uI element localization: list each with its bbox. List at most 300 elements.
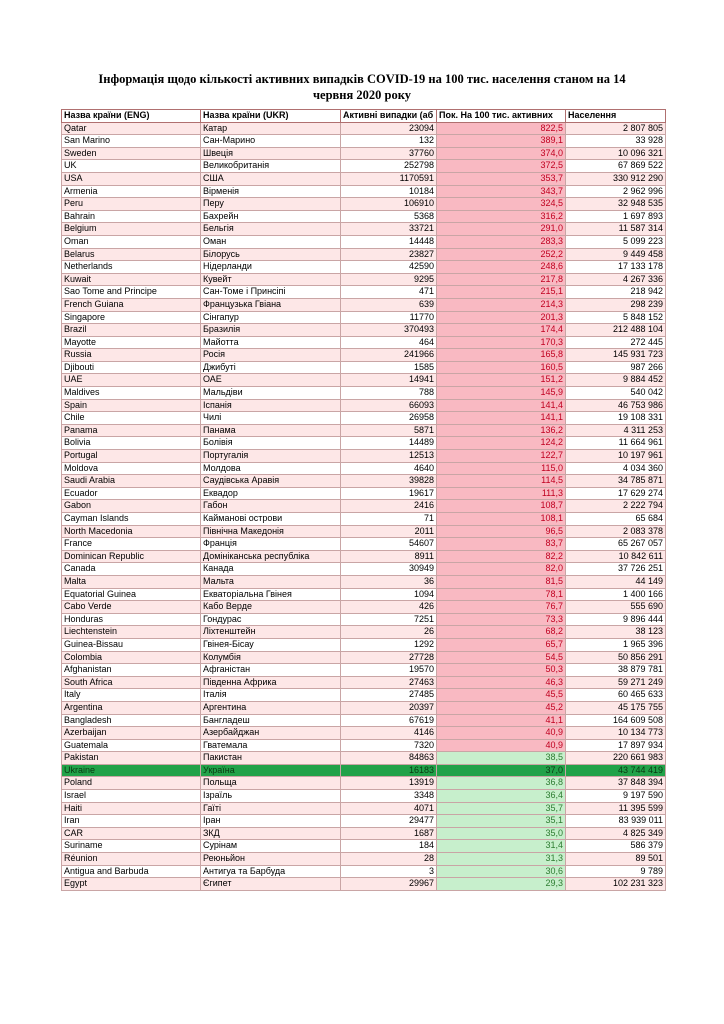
cell-active-cases: 184 — [341, 840, 437, 853]
table-row — [62, 487, 666, 500]
cell-population: 19 108 331 — [566, 412, 666, 425]
cell-country-eng: Kuwait — [62, 273, 201, 286]
cell-country-ukr: Реюньйон — [201, 853, 341, 866]
cell-country-ukr: Франція — [201, 538, 341, 551]
cell-rate-per-100k: 124,2 — [437, 437, 566, 450]
cell-rate-per-100k: 374,0 — [437, 147, 566, 160]
cell-rate-per-100k: 114,5 — [437, 475, 566, 488]
cell-active-cases: 26 — [341, 626, 437, 639]
cell-country-ukr: Афганістан — [201, 664, 341, 677]
cell-country-eng: Guinea-Bissau — [62, 638, 201, 651]
cell-rate-per-100k: 30,6 — [437, 865, 566, 878]
cell-country-eng: Suriname — [62, 840, 201, 853]
cell-country-ukr: Чилі — [201, 412, 341, 425]
table-row — [62, 513, 666, 526]
cell-country-ukr: Іран — [201, 815, 341, 828]
cell-rate-per-100k: 35,7 — [437, 802, 566, 815]
table-row — [62, 638, 666, 651]
table-row — [62, 588, 666, 601]
table-row — [62, 261, 666, 274]
cell-country-ukr: Перу — [201, 198, 341, 211]
cell-active-cases: 1585 — [341, 361, 437, 374]
cell-country-eng: Ecuador — [62, 487, 201, 500]
table-row — [62, 701, 666, 714]
cell-active-cases: 1170591 — [341, 172, 437, 185]
cell-country-eng: Israel — [62, 790, 201, 803]
header-active-cases: Активні випадки (аб — [341, 110, 437, 123]
cell-country-ukr: Мальта — [201, 575, 341, 588]
cell-country-eng: USA — [62, 172, 201, 185]
cell-country-ukr: Іспанія — [201, 399, 341, 412]
cell-rate-per-100k: 201,3 — [437, 311, 566, 324]
header-row — [62, 110, 666, 123]
cell-country-eng: Cayman Islands — [62, 513, 201, 526]
cell-country-ukr: Росія — [201, 349, 341, 362]
cell-country-eng: South Africa — [62, 676, 201, 689]
cell-country-eng: Bolivia — [62, 437, 201, 450]
table-row — [62, 235, 666, 248]
table-row — [62, 714, 666, 727]
table-row — [62, 324, 666, 337]
cell-country-ukr: Швеція — [201, 147, 341, 160]
cell-country-ukr: Аргентина — [201, 701, 341, 714]
table-row — [62, 349, 666, 362]
cell-population: 34 785 871 — [566, 475, 666, 488]
cell-active-cases: 13919 — [341, 777, 437, 790]
cell-active-cases: 8911 — [341, 550, 437, 563]
cell-rate-per-100k: 115,0 — [437, 462, 566, 475]
table-row — [62, 815, 666, 828]
table-row — [62, 475, 666, 488]
table-row — [62, 613, 666, 626]
cell-rate-per-100k: 353,7 — [437, 172, 566, 185]
cell-active-cases: 9295 — [341, 273, 437, 286]
cell-country-ukr: Польща — [201, 777, 341, 790]
cell-population: 9 449 458 — [566, 248, 666, 261]
cell-active-cases: 106910 — [341, 198, 437, 211]
cell-active-cases: 639 — [341, 298, 437, 311]
title-line-1: Інформація щодо кількості активних випадків COVID-19 на 100 тис. населення станом на 14 — [98, 72, 626, 86]
cell-population: 4 311 253 — [566, 424, 666, 437]
table-row — [62, 739, 666, 752]
cell-country-eng: Armenia — [62, 185, 201, 198]
table-row — [62, 550, 666, 563]
cell-country-eng: Liechtenstein — [62, 626, 201, 639]
table-row — [62, 210, 666, 223]
table-row — [62, 462, 666, 475]
table-row — [62, 450, 666, 463]
cell-rate-per-100k: 46,3 — [437, 676, 566, 689]
cell-country-eng: French Guiana — [62, 298, 201, 311]
cell-rate-per-100k: 45,5 — [437, 689, 566, 702]
cell-country-eng: Poland — [62, 777, 201, 790]
cell-active-cases: 2011 — [341, 525, 437, 538]
cell-active-cases: 20397 — [341, 701, 437, 714]
cell-population: 65 684 — [566, 513, 666, 526]
cell-population: 83 939 011 — [566, 815, 666, 828]
cell-population: 4 034 360 — [566, 462, 666, 475]
cell-country-eng: San Marino — [62, 135, 201, 148]
title-line-2: червня 2020 року — [313, 88, 411, 102]
cell-country-ukr: Болівія — [201, 437, 341, 450]
cell-rate-per-100k: 141,1 — [437, 412, 566, 425]
cell-population: 37 726 251 — [566, 563, 666, 576]
table-row — [62, 727, 666, 740]
cell-population: 59 271 249 — [566, 676, 666, 689]
table-row — [62, 626, 666, 639]
cell-country-eng: Belarus — [62, 248, 201, 261]
cell-country-ukr: Гвінея-Бісау — [201, 638, 341, 651]
cell-active-cases: 1292 — [341, 638, 437, 651]
cell-active-cases: 370493 — [341, 324, 437, 337]
cell-country-ukr: Сурінам — [201, 840, 341, 853]
cell-rate-per-100k: 36,4 — [437, 790, 566, 803]
cell-rate-per-100k: 214,3 — [437, 298, 566, 311]
cell-active-cases: 23094 — [341, 122, 437, 135]
table-row — [62, 412, 666, 425]
table-row — [62, 286, 666, 299]
cell-active-cases: 28 — [341, 853, 437, 866]
cell-active-cases: 27728 — [341, 651, 437, 664]
cell-country-ukr: Північна Македонія — [201, 525, 341, 538]
cell-active-cases: 2416 — [341, 500, 437, 513]
cell-population: 1 965 396 — [566, 638, 666, 651]
cell-rate-per-100k: 96,5 — [437, 525, 566, 538]
table-row — [62, 676, 666, 689]
cell-population: 89 501 — [566, 853, 666, 866]
cell-population: 46 753 986 — [566, 399, 666, 412]
cell-country-eng: Mayotte — [62, 336, 201, 349]
cell-active-cases: 12513 — [341, 450, 437, 463]
cell-rate-per-100k: 40,9 — [437, 739, 566, 752]
cell-country-ukr: Україна — [201, 764, 341, 777]
cell-country-eng: Spain — [62, 399, 201, 412]
cell-population: 4 825 349 — [566, 827, 666, 840]
cell-country-ukr: Катар — [201, 122, 341, 135]
cell-population: 102 231 323 — [566, 878, 666, 891]
cell-population: 45 175 755 — [566, 701, 666, 714]
table-row — [62, 752, 666, 765]
cell-country-eng: CAR — [62, 827, 201, 840]
cell-rate-per-100k: 160,5 — [437, 361, 566, 374]
cell-active-cases: 1094 — [341, 588, 437, 601]
cell-rate-per-100k: 35,0 — [437, 827, 566, 840]
cell-country-ukr: Бразилія — [201, 324, 341, 337]
cell-rate-per-100k: 73,3 — [437, 613, 566, 626]
cell-country-ukr: Єгипет — [201, 878, 341, 891]
table-row — [62, 664, 666, 677]
cell-active-cases: 27485 — [341, 689, 437, 702]
cell-country-eng: Saudi Arabia — [62, 475, 201, 488]
cell-country-ukr: Французька Гвіана — [201, 298, 341, 311]
cell-active-cases: 42590 — [341, 261, 437, 274]
cell-population: 555 690 — [566, 601, 666, 614]
cell-active-cases: 33721 — [341, 223, 437, 236]
cell-active-cases: 788 — [341, 387, 437, 400]
table-row — [62, 827, 666, 840]
cell-population: 38 879 781 — [566, 664, 666, 677]
cell-active-cases: 36 — [341, 575, 437, 588]
cell-population: 10 842 611 — [566, 550, 666, 563]
cell-country-ukr: Нідерланди — [201, 261, 341, 274]
table-row — [62, 790, 666, 803]
cell-active-cases: 7251 — [341, 613, 437, 626]
cell-country-ukr: Бельгія — [201, 223, 341, 236]
cell-active-cases: 23827 — [341, 248, 437, 261]
cell-country-eng: Pakistan — [62, 752, 201, 765]
cell-country-eng: Iran — [62, 815, 201, 828]
cell-country-eng: Egypt — [62, 878, 201, 891]
cell-rate-per-100k: 291,0 — [437, 223, 566, 236]
cell-country-ukr: Південна Африка — [201, 676, 341, 689]
cell-active-cases: 252798 — [341, 160, 437, 173]
cell-country-eng: France — [62, 538, 201, 551]
cell-country-eng: Sweden — [62, 147, 201, 160]
table-row — [62, 878, 666, 891]
cell-population: 9 197 590 — [566, 790, 666, 803]
table-row — [62, 122, 666, 135]
cell-rate-per-100k: 372,5 — [437, 160, 566, 173]
cell-country-eng: Equatorial Guinea — [62, 588, 201, 601]
cell-country-ukr: Оман — [201, 235, 341, 248]
cell-rate-per-100k: 65,7 — [437, 638, 566, 651]
table-row — [62, 601, 666, 614]
table-row — [62, 298, 666, 311]
table-row — [62, 865, 666, 878]
cell-country-ukr: Колумбія — [201, 651, 341, 664]
cell-population: 540 042 — [566, 387, 666, 400]
cell-country-ukr: Вірменія — [201, 185, 341, 198]
cell-country-ukr: Азербайджан — [201, 727, 341, 740]
cell-active-cases: 37760 — [341, 147, 437, 160]
table-row — [62, 563, 666, 576]
cell-population: 586 379 — [566, 840, 666, 853]
cell-rate-per-100k: 343,7 — [437, 185, 566, 198]
cell-country-ukr: Джибуті — [201, 361, 341, 374]
cell-population: 43 744 419 — [566, 764, 666, 777]
cell-rate-per-100k: 82,0 — [437, 563, 566, 576]
cell-rate-per-100k: 111,3 — [437, 487, 566, 500]
table-row — [62, 689, 666, 702]
cell-country-ukr: ОАЕ — [201, 374, 341, 387]
cell-rate-per-100k: 38,5 — [437, 752, 566, 765]
cell-active-cases: 29967 — [341, 878, 437, 891]
cell-country-eng: Gabon — [62, 500, 201, 513]
cell-population: 38 123 — [566, 626, 666, 639]
cell-country-eng: Réunion — [62, 853, 201, 866]
table-row — [62, 840, 666, 853]
cell-rate-per-100k: 41,1 — [437, 714, 566, 727]
table-row — [62, 802, 666, 815]
cell-country-ukr: Португалія — [201, 450, 341, 463]
table-row — [62, 399, 666, 412]
cell-active-cases: 241966 — [341, 349, 437, 362]
cell-population: 4 267 336 — [566, 273, 666, 286]
cell-country-eng: UK — [62, 160, 201, 173]
cell-country-ukr: Гаїті — [201, 802, 341, 815]
cell-rate-per-100k: 108,7 — [437, 500, 566, 513]
page-title — [60, 71, 664, 103]
cell-country-eng: Moldova — [62, 462, 201, 475]
cell-population: 33 928 — [566, 135, 666, 148]
cell-population: 67 869 522 — [566, 160, 666, 173]
table-row — [62, 387, 666, 400]
table-row — [62, 575, 666, 588]
cell-country-ukr: Антигуа та Барбуда — [201, 865, 341, 878]
cell-country-eng: Afghanistan — [62, 664, 201, 677]
cell-country-eng: Belgium — [62, 223, 201, 236]
cell-country-ukr: Кайманові острови — [201, 513, 341, 526]
cell-rate-per-100k: 81,5 — [437, 575, 566, 588]
cell-rate-per-100k: 54,5 — [437, 651, 566, 664]
covid-table — [61, 109, 666, 891]
cell-country-ukr: Канада — [201, 563, 341, 576]
cell-country-eng: Colombia — [62, 651, 201, 664]
cell-active-cases: 29477 — [341, 815, 437, 828]
cell-country-eng: Canada — [62, 563, 201, 576]
cell-active-cases: 84863 — [341, 752, 437, 765]
cell-population: 60 465 633 — [566, 689, 666, 702]
cell-country-eng: Argentina — [62, 701, 201, 714]
table-row — [62, 437, 666, 450]
cell-country-ukr: Гондурас — [201, 613, 341, 626]
cell-country-ukr: ЗКД — [201, 827, 341, 840]
cell-country-eng: Sao Tome and Principe — [62, 286, 201, 299]
cell-rate-per-100k: 248,6 — [437, 261, 566, 274]
cell-active-cases: 3 — [341, 865, 437, 878]
cell-population: 10 096 321 — [566, 147, 666, 160]
table-row — [62, 500, 666, 513]
cell-rate-per-100k: 36,8 — [437, 777, 566, 790]
cell-country-eng: Bahrain — [62, 210, 201, 223]
cell-active-cases: 426 — [341, 601, 437, 614]
cell-population: 10 134 773 — [566, 727, 666, 740]
cell-country-ukr: Майотта — [201, 336, 341, 349]
cell-population: 987 266 — [566, 361, 666, 374]
cell-active-cases: 16183 — [341, 764, 437, 777]
cell-population: 298 239 — [566, 298, 666, 311]
cell-rate-per-100k: 76,7 — [437, 601, 566, 614]
cell-population: 11 664 961 — [566, 437, 666, 450]
cell-active-cases: 30949 — [341, 563, 437, 576]
cell-country-ukr: Габон — [201, 500, 341, 513]
cell-rate-per-100k: 50,3 — [437, 664, 566, 677]
cell-population: 32 948 535 — [566, 198, 666, 211]
cell-active-cases: 14448 — [341, 235, 437, 248]
cell-rate-per-100k: 45,2 — [437, 701, 566, 714]
cell-population: 44 149 — [566, 575, 666, 588]
cell-population: 17 629 274 — [566, 487, 666, 500]
table-body — [62, 122, 666, 890]
cell-country-eng: Brazil — [62, 324, 201, 337]
cell-rate-per-100k: 822,5 — [437, 122, 566, 135]
cell-rate-per-100k: 82,2 — [437, 550, 566, 563]
cell-rate-per-100k: 165,8 — [437, 349, 566, 362]
cell-country-eng: Guatemala — [62, 739, 201, 752]
cell-rate-per-100k: 40,9 — [437, 727, 566, 740]
table-row — [62, 651, 666, 664]
cell-population: 218 942 — [566, 286, 666, 299]
cell-rate-per-100k: 145,9 — [437, 387, 566, 400]
table-row — [62, 198, 666, 211]
table-row — [62, 361, 666, 374]
cell-country-ukr: Гватемала — [201, 739, 341, 752]
cell-country-eng: Malta — [62, 575, 201, 588]
cell-population: 2 807 805 — [566, 122, 666, 135]
cell-population: 272 445 — [566, 336, 666, 349]
cell-population: 5 099 223 — [566, 235, 666, 248]
cell-country-eng: Azerbaijan — [62, 727, 201, 740]
cell-rate-per-100k: 29,3 — [437, 878, 566, 891]
cell-rate-per-100k: 35,1 — [437, 815, 566, 828]
cell-country-eng: Portugal — [62, 450, 201, 463]
cell-rate-per-100k: 68,2 — [437, 626, 566, 639]
cell-rate-per-100k: 252,2 — [437, 248, 566, 261]
table-row — [62, 853, 666, 866]
cell-population: 2 222 794 — [566, 500, 666, 513]
cell-population: 5 848 152 — [566, 311, 666, 324]
cell-rate-per-100k: 174,4 — [437, 324, 566, 337]
header-rate-per-100k: Пок. На 100 тис. активних — [437, 110, 566, 123]
cell-active-cases: 11770 — [341, 311, 437, 324]
cell-population: 330 912 290 — [566, 172, 666, 185]
cell-active-cases: 464 — [341, 336, 437, 349]
cell-country-ukr: Молдова — [201, 462, 341, 475]
cell-population: 220 661 983 — [566, 752, 666, 765]
cell-country-eng: Russia — [62, 349, 201, 362]
cell-active-cases: 19570 — [341, 664, 437, 677]
cell-population: 1 400 166 — [566, 588, 666, 601]
cell-active-cases: 471 — [341, 286, 437, 299]
cell-country-ukr: Бахрейн — [201, 210, 341, 223]
cell-country-ukr: Панама — [201, 424, 341, 437]
cell-rate-per-100k: 324,5 — [437, 198, 566, 211]
table-row — [62, 160, 666, 173]
cell-country-eng: Singapore — [62, 311, 201, 324]
cell-active-cases: 66093 — [341, 399, 437, 412]
cell-population: 9 884 452 — [566, 374, 666, 387]
cell-population: 11 395 599 — [566, 802, 666, 815]
cell-country-ukr: Великобританія — [201, 160, 341, 173]
cell-rate-per-100k: 83,7 — [437, 538, 566, 551]
cell-country-ukr: Еквадор — [201, 487, 341, 500]
cell-rate-per-100k: 151,2 — [437, 374, 566, 387]
table-row — [62, 336, 666, 349]
cell-active-cases: 3348 — [341, 790, 437, 803]
cell-country-eng: Oman — [62, 235, 201, 248]
table-row — [62, 223, 666, 236]
cell-rate-per-100k: 78,1 — [437, 588, 566, 601]
cell-active-cases: 5871 — [341, 424, 437, 437]
cell-population: 65 267 057 — [566, 538, 666, 551]
cell-rate-per-100k: 31,3 — [437, 853, 566, 866]
header-country-ukr: Назва країни (UKR) — [201, 110, 341, 123]
cell-active-cases: 1687 — [341, 827, 437, 840]
cell-country-ukr: Екваторіальна Гвінея — [201, 588, 341, 601]
cell-population: 17 897 934 — [566, 739, 666, 752]
cell-population: 164 609 508 — [566, 714, 666, 727]
cell-population: 1 697 893 — [566, 210, 666, 223]
cell-active-cases: 67619 — [341, 714, 437, 727]
cell-country-eng: Bangladesh — [62, 714, 201, 727]
cell-country-eng: North Macedonia — [62, 525, 201, 538]
cell-country-ukr: США — [201, 172, 341, 185]
cell-population: 2 962 996 — [566, 185, 666, 198]
cell-rate-per-100k: 316,2 — [437, 210, 566, 223]
cell-country-ukr: Пакистан — [201, 752, 341, 765]
cell-population: 9 789 — [566, 865, 666, 878]
cell-active-cases: 4146 — [341, 727, 437, 740]
